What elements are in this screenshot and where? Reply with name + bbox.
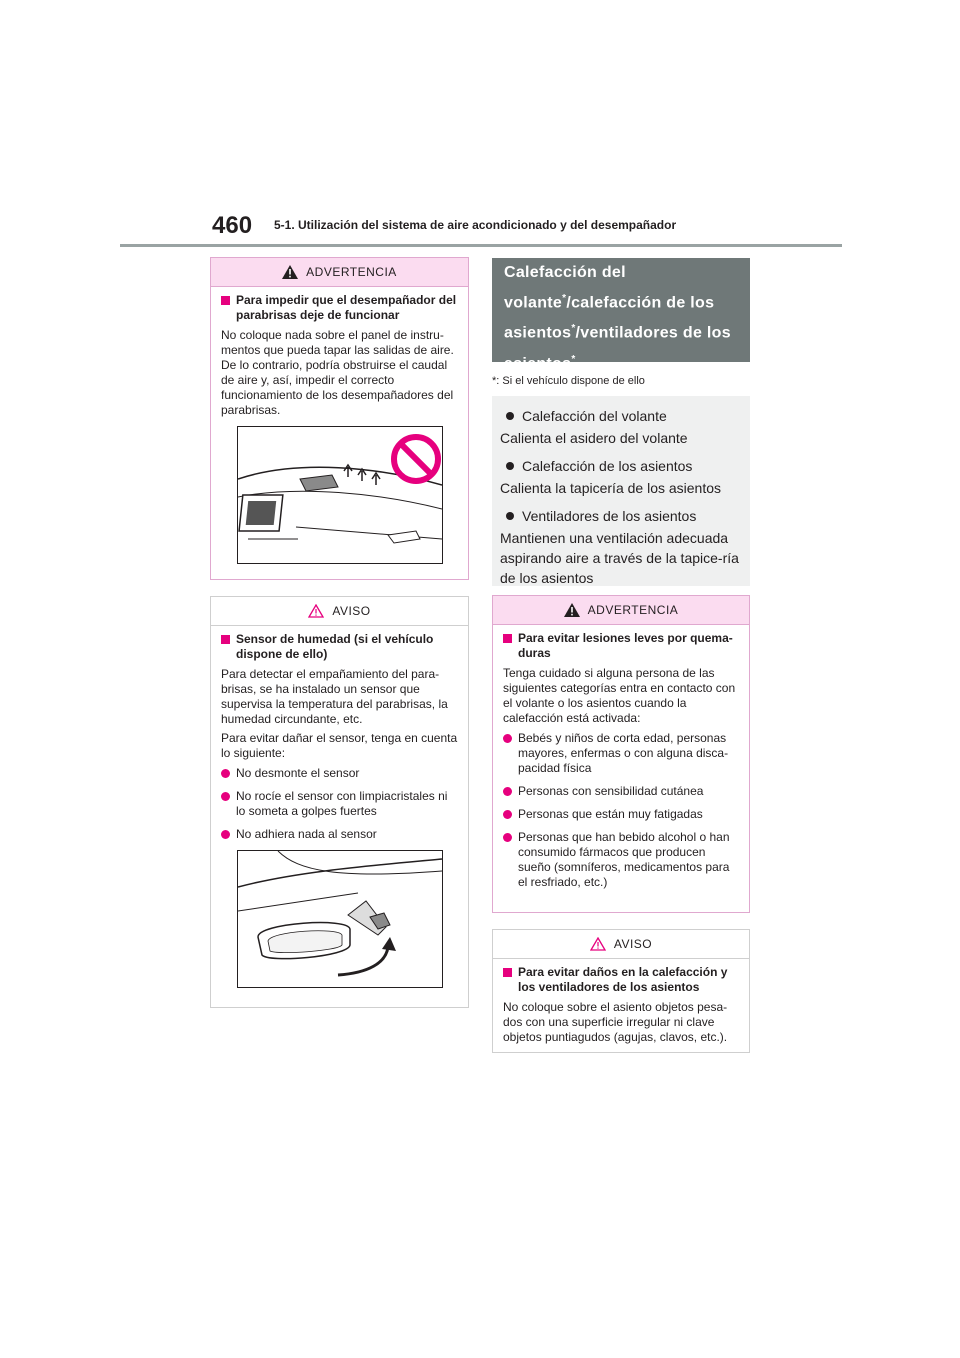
warning-label: ADVERTENCIA (587, 603, 679, 617)
notice-title: Para evitar daños en la calefacción y los ventiladores de los asientos (503, 965, 739, 995)
chapter-title: 5-1. Utilización del sistema de aire acondicionado y del desempañador (274, 218, 677, 232)
warning-text: Tenga cuidado si alguna persona de las siguientes categorías entra en contacto con el volante o los asientos cuando la calefacción está activada: (503, 666, 736, 725)
bullet-icon (506, 512, 514, 520)
circle-bullet-icon (503, 734, 512, 743)
feature-description: Mantienen una ventilación adecuada aspirando aire a través de la tapice-ría de los asientos (500, 530, 739, 586)
caution-triangle-icon (590, 937, 606, 951)
list-item: No desmonte el sensor (221, 766, 458, 781)
notice-label: AVISO (613, 937, 653, 951)
feature-description: Calienta el asidero del volante (500, 430, 688, 446)
warning-triangle-icon (282, 265, 298, 279)
list-item: Bebés y niños de corta edad, personas mayores, enfermas o con alguna disca-pacidad física (503, 731, 739, 776)
warning-box-burns (492, 595, 750, 913)
notice-header (493, 930, 749, 959)
square-bullet-icon (503, 968, 512, 977)
notice-text: No coloque sobre el asiento objetos pesa-dos con una superficie irregular ni clave objetos puntiagudos (agujas, clavos, etc.). (503, 1000, 728, 1044)
bullet-icon (506, 462, 514, 470)
warning-title: Para evitar lesiones leves por quema-duras (503, 631, 739, 661)
list-item: Personas que están muy fatigadas (503, 807, 739, 822)
feature-description: Calienta la tapicería de los asientos (500, 480, 722, 496)
list-item: No rocíe el sensor con limpiacristales ni lo someta a golpes fuertes (221, 789, 458, 819)
warning-header (493, 596, 749, 625)
circle-bullet-icon (503, 833, 512, 842)
footnote: *: Si el vehículo dispone de ello (492, 375, 645, 387)
square-bullet-icon (503, 634, 512, 643)
list-item: Personas con sensibilidad cutánea (503, 784, 739, 799)
warning-text: No coloque nada sobre el panel de instru-mentos que pueda tapar las salidas de aire. De lo contrario, podría obstruirse el caudal de aire y, así, impedir el correcto funcionamiento de los desempañadores del parabrisas. (221, 328, 454, 417)
warning-triangle-icon (564, 603, 580, 617)
notice-label: AVISO (332, 604, 371, 618)
page-number: 460 (212, 212, 253, 239)
feature-item: Calefacción de los asientos (500, 456, 742, 476)
warning-box-defroster (210, 257, 469, 580)
square-bullet-icon (221, 635, 230, 644)
warning-label: ADVERTENCIA (306, 265, 397, 279)
rearview-mirror-sensor-illustration (237, 850, 443, 988)
feature-list-box (492, 396, 750, 586)
list-item: No adhiera nada al sensor (221, 827, 458, 842)
circle-bullet-icon (503, 810, 512, 819)
feature-item: Calefacción del volante (500, 406, 742, 426)
section-title: Calefacción del volante*/calefacción de los asientos*/ventiladores de los asientos* (492, 258, 750, 362)
caution-triangle-icon (308, 604, 324, 618)
notice-text: Para detectar el empañamiento del para-brisas, se ha instalado un sensor que supervisa la temperatura del parabrisas, la humedad circundante, etc. (221, 667, 448, 726)
notice-title: Sensor de humedad (si el vehículo dispone de ello) (221, 632, 458, 662)
warning-header (211, 258, 468, 287)
notice-box-humidity-sensor (210, 596, 469, 1008)
header-divider (120, 244, 842, 247)
square-bullet-icon (221, 296, 230, 305)
feature-item: Ventiladores de los asientos (500, 506, 742, 526)
circle-bullet-icon (221, 830, 230, 839)
bullet-icon (506, 412, 514, 420)
circle-bullet-icon (503, 787, 512, 796)
warning-title: Para impedir que el desempañador del parabrisas deje de funcionar (221, 293, 458, 323)
notice-text: Para evitar dañar el sensor, tenga en cuenta lo siguiente: (221, 731, 458, 760)
notice-header (211, 597, 468, 626)
dashboard-vents-illustration (237, 426, 443, 564)
notice-box-seat-damage (492, 929, 750, 1053)
circle-bullet-icon (221, 792, 230, 801)
circle-bullet-icon (221, 769, 230, 778)
list-item: Personas que han bebido alcohol o han consumido fármacos que producen sueño (somníferos, medicamentos para el resfriado, etc.) (503, 830, 739, 890)
